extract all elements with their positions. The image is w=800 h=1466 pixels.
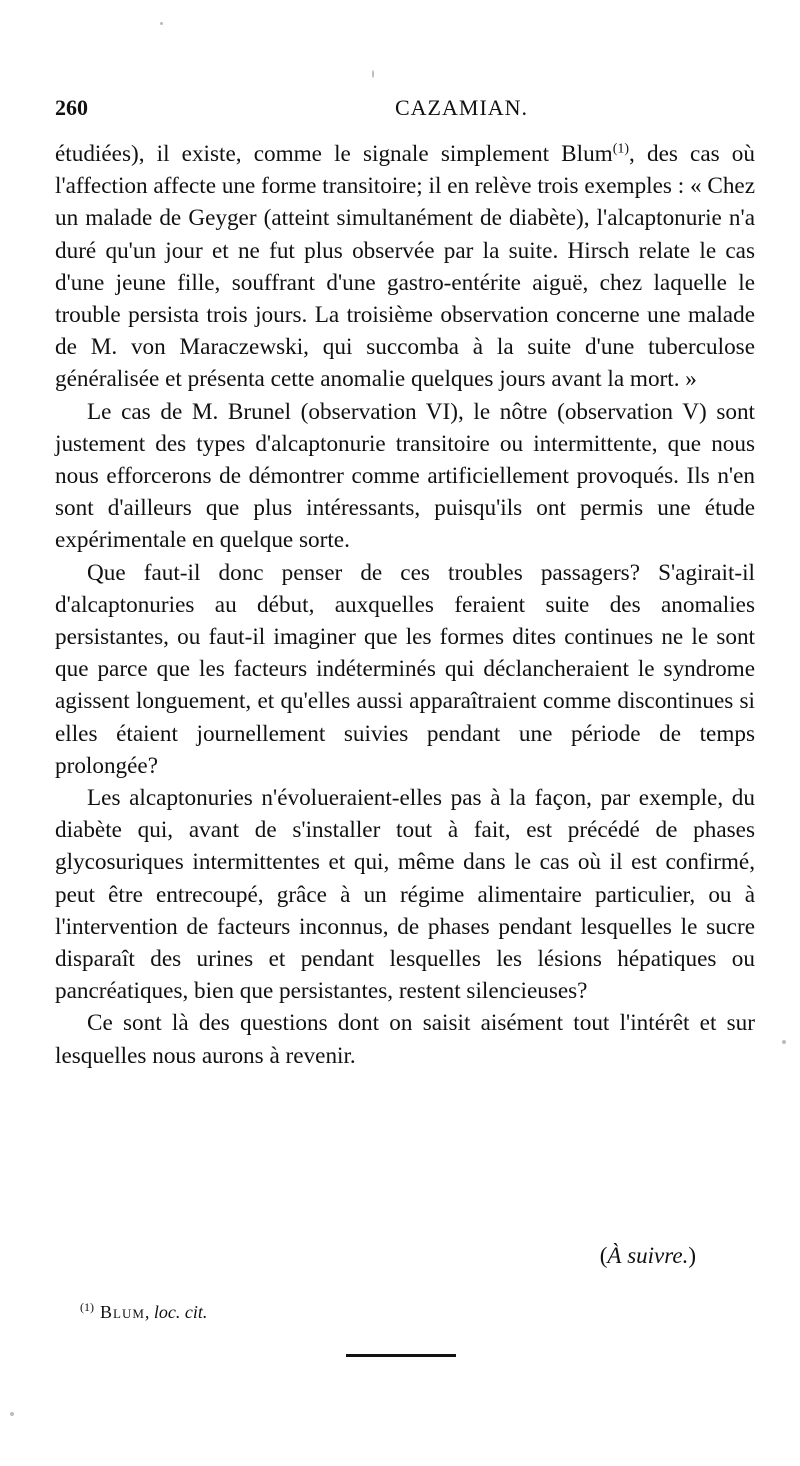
body-text	[55, 138, 755, 1072]
footnote-author: Blum	[100, 1302, 145, 1322]
paragraph-2: Le cas de M. Brunel (observation VI), le nôtre (observation V) sont justement des types d'alcaptonurie transitoire ou intermittente, que nous nous efforcerons de démontrer comme artificiellement provoqués. Ils n'en sont d'ailleurs que plus intéressants, puisqu'ils ont permis une étude expérimentale en quelque sorte.	[55, 398, 755, 554]
paragraph-3: Que faut-il donc penser de ces troubles passagers? S'agirait-il d'alcaptonuries au début, auxquelles feraient suite des anomalies persistantes, ou faut-il imaginer que les formes dites continues ne le sont que parce que les facteurs indéterminés qui déclancheraient le syndrome agissent longuement, et qu'elles aussi apparaîtraient comme discontinues si elles étaient journellement suivies pendant une période de temps prolongée?	[55, 559, 755, 779]
continuation-open: (	[599, 1243, 608, 1268]
paragraph-1	[55, 138, 755, 396]
paper-speck	[160, 22, 163, 25]
paragraph-1-start: étudiées), il existe, comme le signale simplement Blum	[55, 141, 613, 167]
page-number: 260	[55, 95, 88, 120]
footnote-mark: (1)	[80, 1300, 94, 1314]
footnote-reference[interactable]: (1)	[612, 141, 630, 157]
continuation-close: )	[688, 1243, 696, 1268]
paper-speck	[782, 1040, 786, 1044]
paper-speck	[10, 1412, 14, 1416]
page-header	[55, 92, 750, 124]
running-head: CAZAMIAN.	[395, 95, 529, 120]
footnote-citation: , loc. cit.	[144, 1302, 208, 1322]
continuation-text: À suivre.	[607, 1243, 689, 1268]
paper-speck	[372, 70, 374, 78]
footnote	[80, 1294, 207, 1325]
paragraph-1-rest: , des cas où l'affection affecte une forme transitoire; il en relève trois exemples : « Chez un malade de Geyger (atteint simultanément de diabète), l'alcaptonurie n'a duré qu'un jour et ne fut plus observée par la suite. Hirsch relate le cas d'une jeune fille, souffrant d'une gastro-entérite aiguë, chez laquelle le trouble persista trois jours. La troisième observation concerne une malade de M. von Maraczewski, qui succomba à la suite d'une tuberculose généralisée et présenta cette anomalie quelques jours avant la mort. »	[55, 141, 755, 393]
paragraph-5: Ce sont là des questions dont on saisit aisément tout l'intérêt et sur lesquelles nous aurons à revenir.	[55, 1010, 755, 1069]
to-be-continued	[600, 1240, 696, 1272]
paragraph-4: Les alcaptonuries n'évolueraient-elles pas à la façon, par exemple, du diabète qui, avant de s'installer tout à fait, est précédé de phases glycosuriques intermittentes et qui, même dans le cas où il est confirmé, peut être entrecoupé, grâce à un régime alimentaire particulier, ou à l'intervention de facteurs inconnus, de phases pendant lesquelles le sucre disparaît des urines et pendant lesquelles les lésions hépatiques ou pancréatiques, bien que persistantes, restent silencieuses?	[55, 785, 755, 1005]
end-rule	[346, 1354, 456, 1357]
